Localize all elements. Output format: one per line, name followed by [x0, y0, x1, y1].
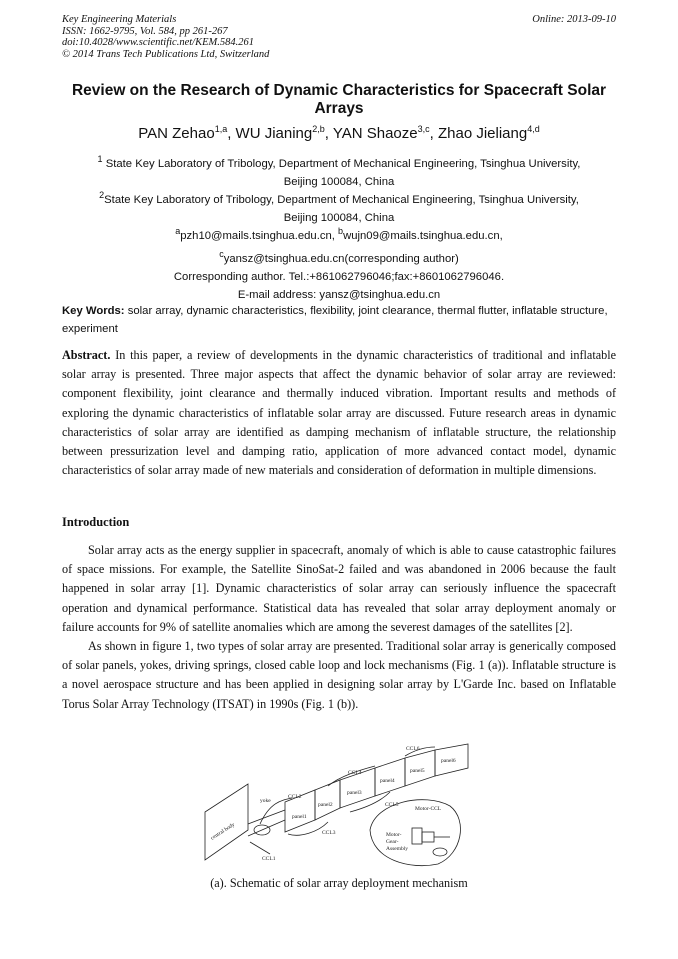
author-list: PAN Zehao$^{1,a}$, WU Jianing$^{2,b}$, YAN Shaoze$^{3,c}$, Zhao Jieliang$^{4,d}$: [138, 124, 540, 142]
label-panel5: panel5: [410, 768, 425, 774]
abstract-text: In this paper, a review of developments in the dynamic characteristics of traditional and inflatable solar array is presented. Three major aspects that affect the dynamic behavior of solar array are reviewed: component flexibility, joint clearance and thermally induced vibration. Important results and methods of exploring the dynamic characteristics of inflatable solar array are discussed. Future research areas in dynamic characteristics of solar array are identified as damping mechanism of inflatable structure, the relationship between pressurization level and damping ratio, application of more advanced contact model, dynamic characteristics of solar array made of new materials and consideration of deformation in multiple dimensions.: [62, 348, 616, 478]
gear-block: [422, 832, 434, 842]
panel-shape: [315, 780, 340, 820]
label-yoke: yoke: [260, 798, 271, 804]
label-ccl3: CCL3: [322, 830, 336, 836]
central-body-shape: [205, 784, 248, 860]
paragraph: As shown in figure 1, two types of solar array are presented. Traditional solar array is generically composed of solar panels, yokes, driving springs, closed cable loop and lock mechanisms (Fig. 1 (a)). Inflatable structure is a novel aerospace structure and has been applied in designing solar array by L'Garde Inc. based on Inflatable Torus Solar Array Technology (ITSAT) in 1990s (Fig. 1 (b)).: [62, 639, 616, 711]
label-ccl4: CCL4: [348, 770, 362, 776]
copyright-line: © 2014 Trans Tech Publications Ltd, Switzerland: [62, 48, 270, 60]
pulley: [433, 848, 447, 856]
email-c: yansz@tsinghua.edu.cn(corresponding author): [223, 252, 459, 265]
keywords: [62, 302, 616, 338]
label-motor-gear-assembly: Gear-: [386, 839, 399, 845]
label-central-body: central body: [209, 821, 237, 842]
label-panel6: panel6: [441, 758, 456, 764]
author-sup: 4,d: [527, 124, 540, 134]
author-name: WU Jianing: [235, 125, 313, 142]
label-motor-gear-assembly: Motor-: [386, 832, 402, 838]
affiliation-line: State Key Laboratory of Tribology, Department of Mechanical Engineering, Tsinghua University,: [104, 193, 579, 206]
online-date: Online: 2013-09-10: [532, 14, 616, 25]
label-panel4: panel4: [380, 778, 395, 784]
issn-line: ISSN: 1662-9795, Vol. 584, pp 261-267: [62, 25, 228, 37]
affiliation-sup: 2: [99, 190, 105, 200]
label-motor-gear-assembly: Assembly: [386, 846, 408, 852]
journal-name: Key Engineering Materials: [62, 14, 177, 25]
author-sup: 3,c: [417, 124, 430, 134]
keywords-label: Key Words:: [62, 305, 125, 317]
cable-loop: [250, 842, 270, 854]
affiliation-sup: 1: [97, 154, 103, 164]
label-ccl6: CCL6: [406, 746, 420, 752]
abstract: [62, 346, 616, 480]
email-sup: b: [338, 226, 344, 236]
email-address: E-mail address: yansz@tsinghua.edu.cn: [237, 288, 441, 301]
email-sup: c: [219, 248, 224, 259]
figure-caption: (a). Schematic of solar array deployment mechanism: [210, 876, 468, 890]
doi-line: doi:10.4028/www.scientific.net/KEM.584.261: [62, 37, 254, 49]
author-sup: 2,b: [312, 124, 325, 134]
corresponding-author: Corresponding author. Tel.:+861062796046;fax:+8601062796046.: [173, 270, 505, 283]
paper-title: Review on the Research of Dynamic Characteristics for Spacecraft Solar Arrays: [71, 82, 607, 117]
author-name: PAN Zehao: [138, 125, 215, 142]
introduction-body: [62, 541, 616, 714]
label-panel1: panel1: [292, 814, 307, 820]
label-panel2: panel2: [318, 802, 333, 808]
label-motor-ccl: Motor-CCL: [415, 806, 442, 812]
yoke-arm: [248, 820, 285, 836]
affiliation-line: State Key Laboratory of Tribology, Department of Mechanical Engineering, Tsinghua University,: [105, 157, 581, 170]
affiliation-1: [60, 150, 618, 191]
affiliation-2: [60, 186, 618, 227]
contact-info: [60, 222, 618, 304]
journal-metadata: [62, 14, 269, 60]
solar-array-schematic: [200, 742, 480, 872]
motor-block: [412, 828, 422, 844]
label-ccl1: CCL1: [262, 856, 276, 862]
author-sup: 1,a: [214, 124, 228, 134]
abstract-label: Abstract.: [62, 348, 111, 362]
panel-shape: [375, 758, 405, 796]
label-panel3: panel3: [347, 790, 362, 796]
section-heading-introduction: Introduction: [62, 515, 130, 529]
email-sup: a: [175, 226, 181, 236]
paragraph: Solar array acts as the energy supplier in spacecraft, anomaly of which is able to cause catastrophic failures of space missions. For example, the Satellite SinoSat-2 failed and was abandoned in 2006 because the fault happened in solar array [1]. Dynamic characteristics of solar array can seriously influence the spacecraft operation and dynamical performance. Statistical data has revealed that solar array deployment anomaly or failure accounts for 9% of satellite anomalies which are among the severest damages of the satellites [2].: [62, 543, 616, 634]
affiliation-city: Beijing 100084, China: [283, 211, 395, 224]
author-name: Zhao Jieliang: [437, 125, 528, 142]
email-a: pzh10@mails.tsinghua.edu.cn,: [180, 229, 339, 242]
label-ccl2: CCL2: [288, 794, 302, 800]
affiliation-city: Beijing 100084, China: [283, 175, 395, 188]
keywords-text: solar array, dynamic characteristics, flexibility, joint clearance, thermal flutter, inflatable structure, experiment: [62, 305, 608, 335]
email-b: wujn09@mails.tsinghua.edu.cn,: [343, 229, 503, 242]
author-name: YAN Shaoze: [332, 125, 418, 142]
label-ccl5: CCL5: [385, 802, 399, 808]
